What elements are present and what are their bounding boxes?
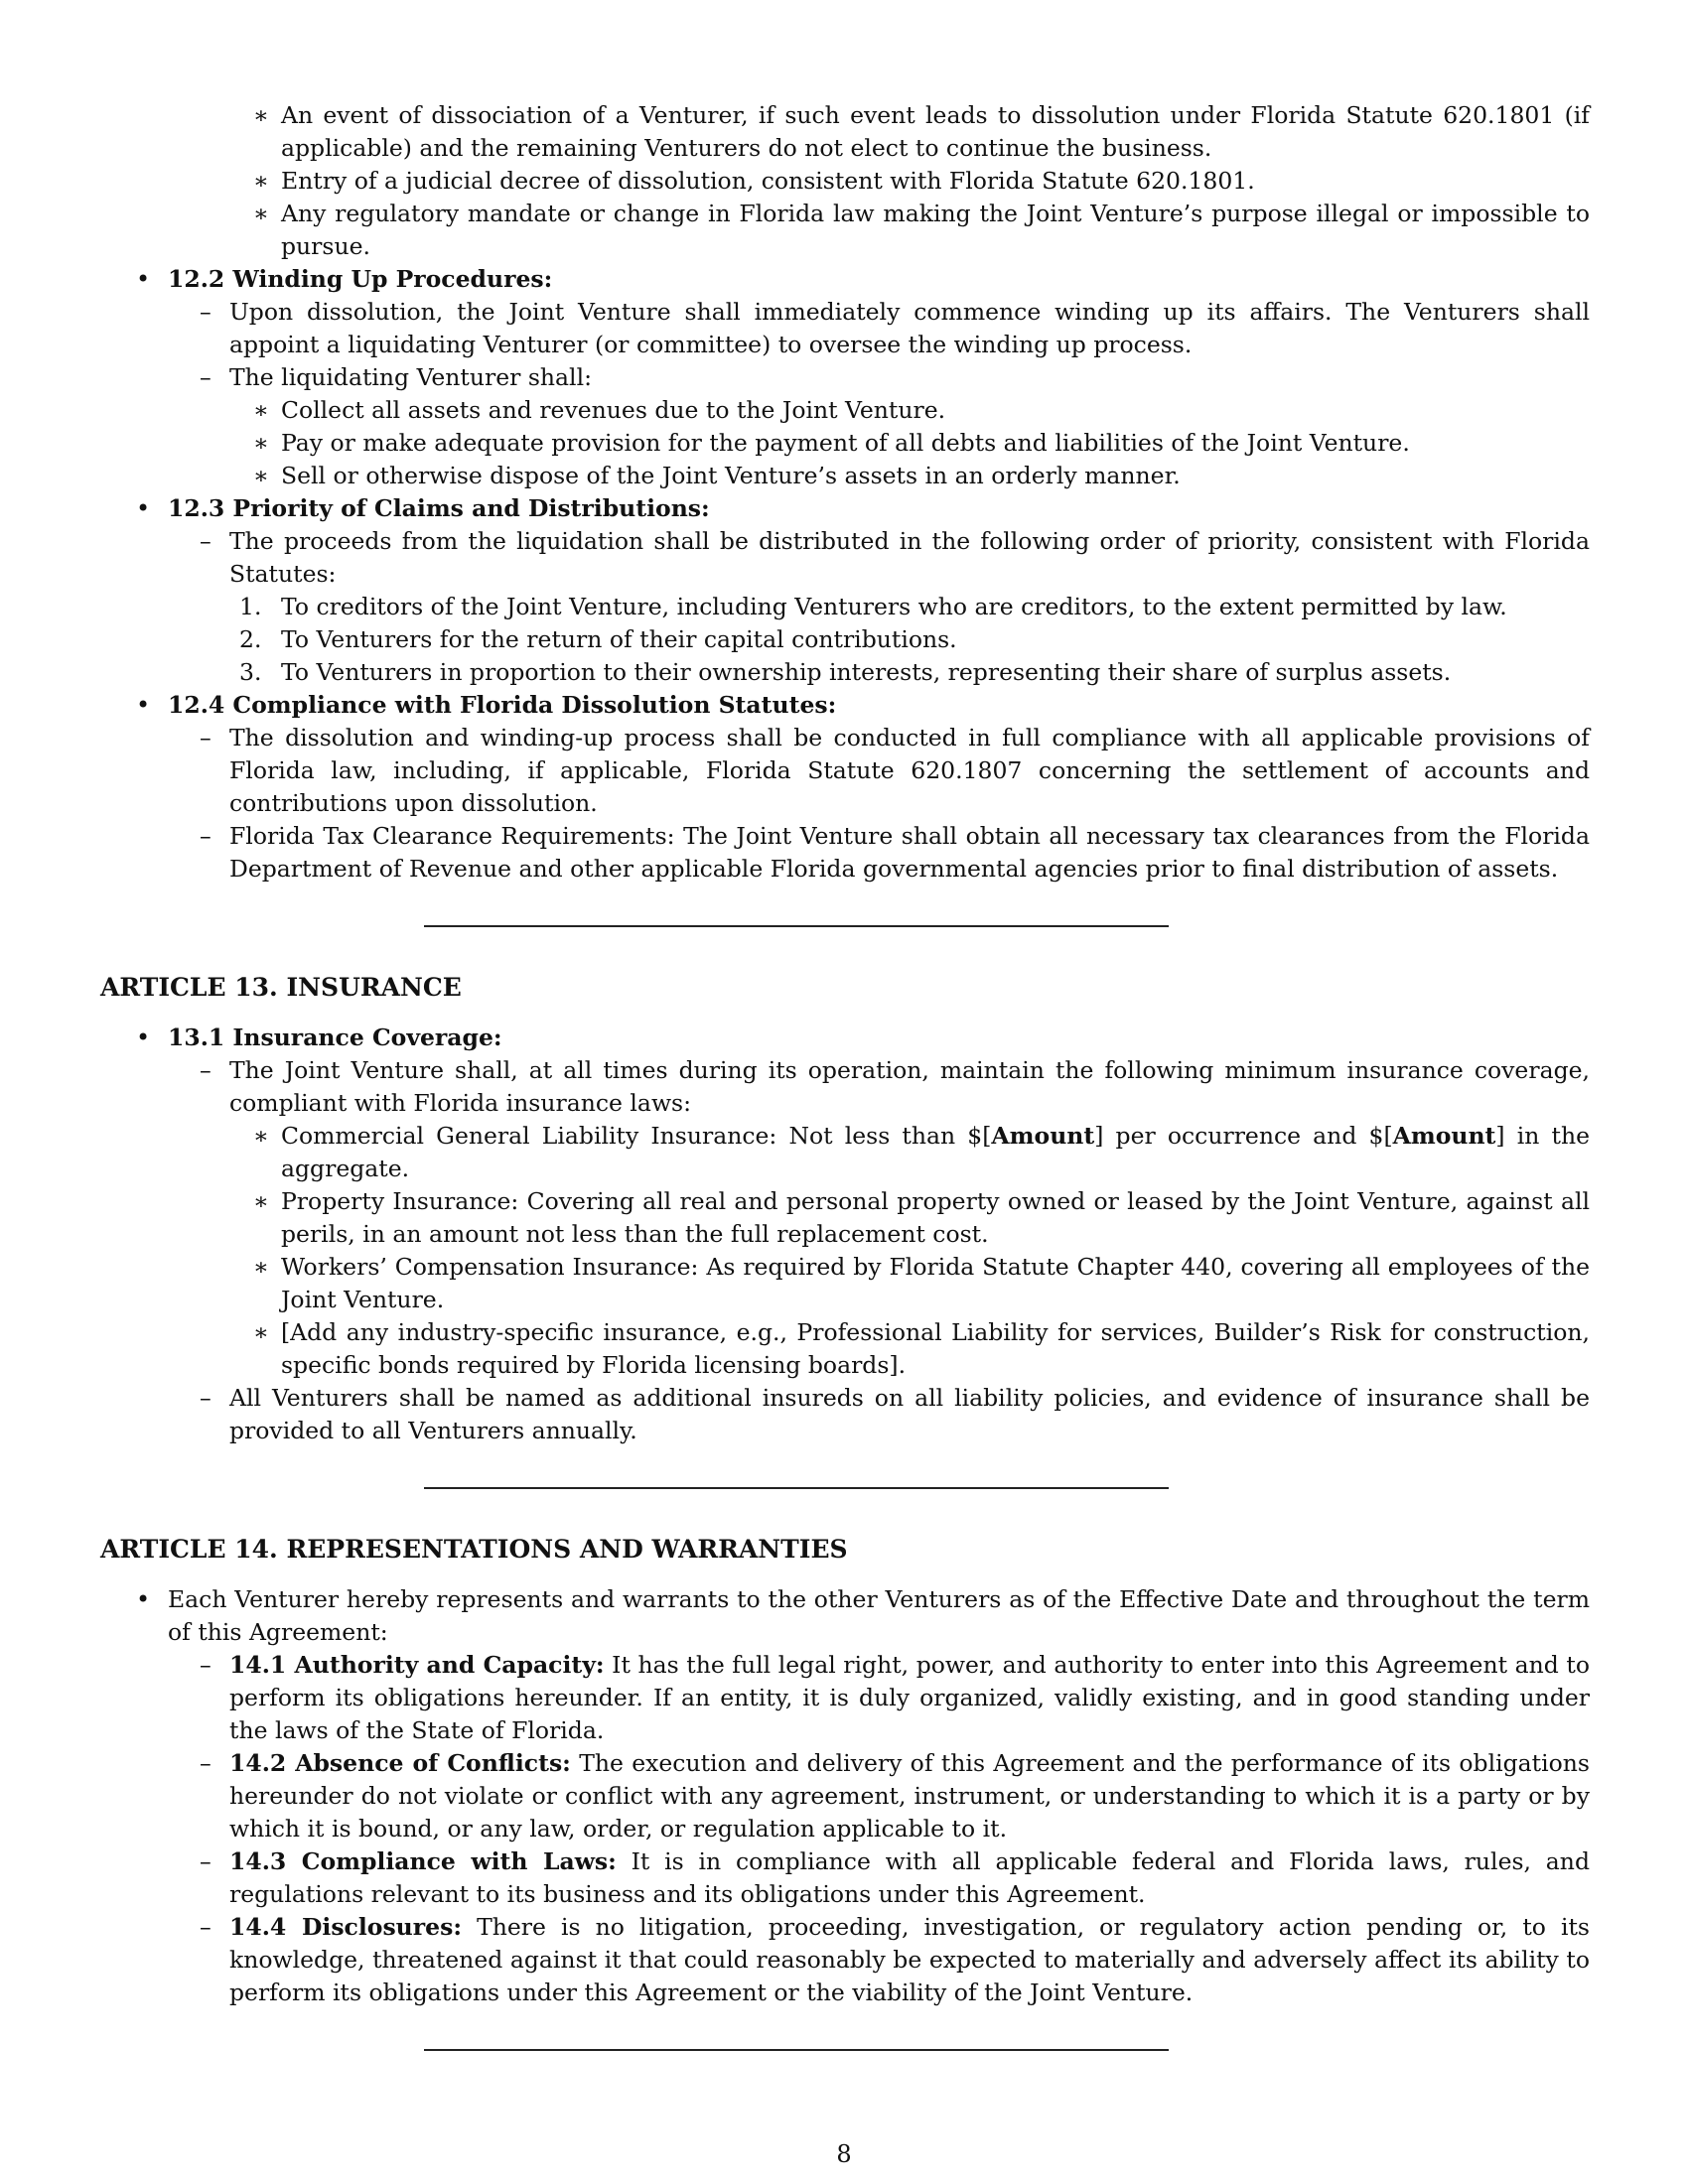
item-title: 14.4 Disclosures: [229,1913,463,1941]
item-title: 14.3 Compliance with Laws: [229,1847,617,1875]
document-page [100,99,1590,2051]
list-item [168,1747,1590,1845]
section-divider [424,1487,1169,1489]
item-title: 14.1 Authority and Capacity: [229,1651,605,1679]
list-item [168,1845,1590,1911]
page-number: 8 [836,2140,852,2168]
item-text: There is no litigation, proceeding, investigation, or regulatory action pending or, to its knowledge, threatened against it that could reasonably be expected to materially and adversely affect its ability to perform its obligations under this Agreement or the viability of the Joint Venture. [229,1913,1590,2006]
article-14-heading: ARTICLE 14. REPRESENTATIONS AND WARRANTIES [100,1535,848,1564]
list-item: ∗ Property Insurance: Covering all real and personal property owned or leased by the Joint Venture, against all perils, in an amount not less than the full replacement cost. [229,1185,1590,1251]
item-text: To Venturers in proportion to their ownership interests, representing their share of surplus assets. [281,658,1452,686]
item-text: The execution and delivery of this Agreement and the performance of its obligations hereunder do not violate or conflict with any agreement, instrument, or understanding to which it is a party or by which it is bound, or any law, order, or regulation applicable to it. [229,1749,1590,1843]
article-14-sections [100,1583,1590,2009]
list-item: – The dissolution and winding-up process shall be conducted in full compliance with all applicable provisions of Florida law, including, if applicable, Florida Statute 620.1807 concerning the settlement of accounts and contributions upon dissolution. [168,722,1590,820]
list-item [168,361,1590,492]
section-12-2 [100,263,1590,492]
list-item [168,1649,1590,1747]
article-13-heading: ARTICLE 13. INSURANCE [100,973,462,1002]
item-text: It is in compliance with all applicable federal and Florida laws, rules, and regulations relevant to its business and its obligations under this Agreement. [229,1847,1590,1908]
section-title: 12.2 Winding Up Procedures: [168,265,553,293]
paragraph-text: Each Venturer hereby represents and warrants to the other Venturers as of the Effective Date and throughout the term of this Agreement: [168,1585,1590,1646]
list-item: – Florida Tax Clearance Requirements: The Joint Venture shall obtain all necessary tax clearances from the Florida Department of Revenue and other applicable Florida governmental agencies prior to final distribution of assets. [168,820,1590,886]
list-item [168,525,1590,689]
list-item: – All Venturers shall be named as additional insureds on all liability policies, and evidence of insurance shall be provided to all Venturers annually. [168,1382,1590,1447]
item-text: It has the full legal right, power, and authority to enter into this Agreement and to perform its obligations hereunder. If an entity, it is duly organized, validly existing, and in good standing under the laws of the State of Florida. [229,1651,1590,1744]
item-number: 3. [239,658,262,686]
list-item [229,656,1590,689]
list-item [229,623,1590,656]
item-number: 1. [239,593,262,620]
list-item: ∗ Any regulatory mandate or change in Florida law making the Joint Venture’s purpose illegal or impossible to pursue. [229,198,1590,263]
item-number: 2. [239,625,262,653]
article-13-sections [100,1022,1590,1447]
amount-placeholder: Amount [991,1122,1095,1150]
list-item: ∗ Workers’ Compensation Insurance: As required by Florida Statute Chapter 440, covering all employees of the Joint Venture. [229,1251,1590,1316]
list-item [229,591,1590,623]
list-item: ∗ Sell or otherwise dispose of the Joint Venture’s assets in an orderly manner. [229,460,1590,492]
paragraph-text: The Joint Venture shall, at all times during its operation, maintain the following minimum insurance coverage, compliant with Florida insurance laws: [229,1056,1590,1117]
item-text: To Venturers for the return of their capital contributions. [281,625,957,653]
section-12-3 [100,492,1590,689]
article-12-sections [100,263,1590,886]
item-text: To creditors of the Joint Venture, including Venturers who are creditors, to the extent permitted by law. [281,593,1507,620]
section-title: 13.1 Insurance Coverage: [168,1024,502,1051]
section-13-1 [100,1022,1590,1447]
section-title: 12.4 Compliance with Florida Dissolution Statutes: [168,691,837,719]
list-item [168,1911,1590,2009]
section-divider [424,925,1169,927]
list-item [100,1583,1590,2009]
section-title: 12.3 Priority of Claims and Distributions: [168,494,710,522]
list-item: ∗ An event of dissociation of a Venturer, if such event leads to dissolution under Florida Statute 620.1801 (if applicable) and the remaining Venturers do not elect to continue the business. [229,99,1590,165]
list-item: ∗ Collect all assets and revenues due to the Joint Venture. [229,394,1590,427]
amount-placeholder: Amount [1392,1122,1496,1150]
list-item: – Upon dissolution, the Joint Venture shall immediately commence winding up its affairs. The Venturers shall appoint a liquidating Venturer (or committee) to oversee the winding up process. [168,296,1590,361]
list-item [168,1054,1590,1382]
paragraph-text: The proceeds from the liquidation shall be distributed in the following order of priority, consistent with Florida Statutes: [229,527,1590,588]
list-item: ∗ Entry of a judicial decree of dissolution, consistent with Florida Statute 620.1801. [229,165,1590,198]
dissolution-events-list [229,99,1590,263]
section-12-4 [100,689,1590,886]
paragraph-text: The liquidating Venturer shall: [229,363,593,391]
list-item: ∗ [Add any industry-specific insurance, e.g., Professional Liability for services, Builder’s Risk for construction, specific bonds required by Florida licensing boards]. [229,1316,1590,1382]
list-item: ∗ Commercial General Liability Insurance: Not less than $[Amount] per occurrence and $[Amount] in the aggregate. [229,1120,1590,1185]
list-item: ∗ Pay or make adequate provision for the payment of all debts and liabilities of the Joint Venture. [229,427,1590,460]
item-title: 14.2 Absence of Conflicts: [229,1749,571,1777]
section-divider [424,2049,1169,2051]
